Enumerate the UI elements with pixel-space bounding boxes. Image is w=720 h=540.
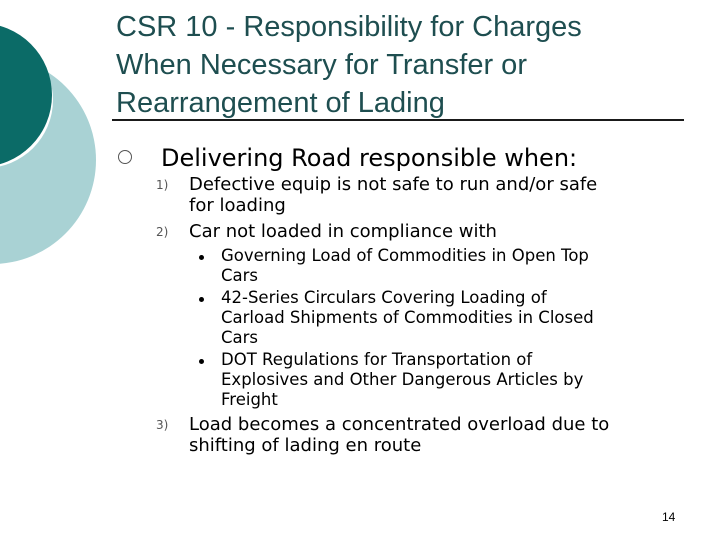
main-heading: Delivering Road responsible when: [161,144,578,172]
sub-bullet-1-icon [199,255,204,260]
item-3-line-1: Load becomes a concentrated overload due to [189,414,610,435]
title-underline [112,119,684,121]
page-number: 14 [662,510,676,524]
list-item-1 [189,174,597,216]
sub-item-1-line-1: Governing Load of Commodities in Open Top [221,246,589,265]
sub-item-3-line-2: Explosives and Other Dangerous Articles by [221,370,584,389]
sub-item-2-line-3: Cars [221,328,259,347]
sub-item-3-line-1: DOT Regulations for Transportation of [221,350,533,369]
sub-item-3-line-3: Freight [221,390,278,409]
sub-item-2 [221,288,594,348]
item-2-line-1: Car not loaded in compliance with [189,221,497,242]
sub-item-3 [221,350,583,410]
item-2-number: 2) [156,225,169,239]
item-3-line-2: shifting of lading en route [189,435,422,456]
title-line-2: When Necessary for Transfer or [116,49,527,81]
title-line-3: Rearrangement of Lading [116,87,445,119]
sub-item-2-line-1: 42-Series Circulars Covering Loading of [221,288,547,307]
item-1-line-1: Defective equip is not safe to run and/or safe [189,174,598,195]
sub-item-1-line-2: Cars [221,266,259,285]
item-1-number: 1) [156,178,169,192]
item-3-number: 3) [156,418,169,432]
sub-item-2-line-2: Carload Shipments of Commodities in Closed [221,308,594,327]
list-item-3 [189,414,609,456]
slide-title [116,8,716,122]
title-line-1: CSR 10 - Responsibility for Charges [116,11,582,43]
sub-item-1 [221,246,589,286]
decorative-circles [0,0,100,290]
hollow-circle-bullet-icon [118,150,132,164]
item-1-line-2: for loading [189,195,286,216]
sub-bullet-2-icon [199,297,204,302]
sub-bullet-3-icon [199,359,204,364]
list-item-2 [189,221,497,242]
